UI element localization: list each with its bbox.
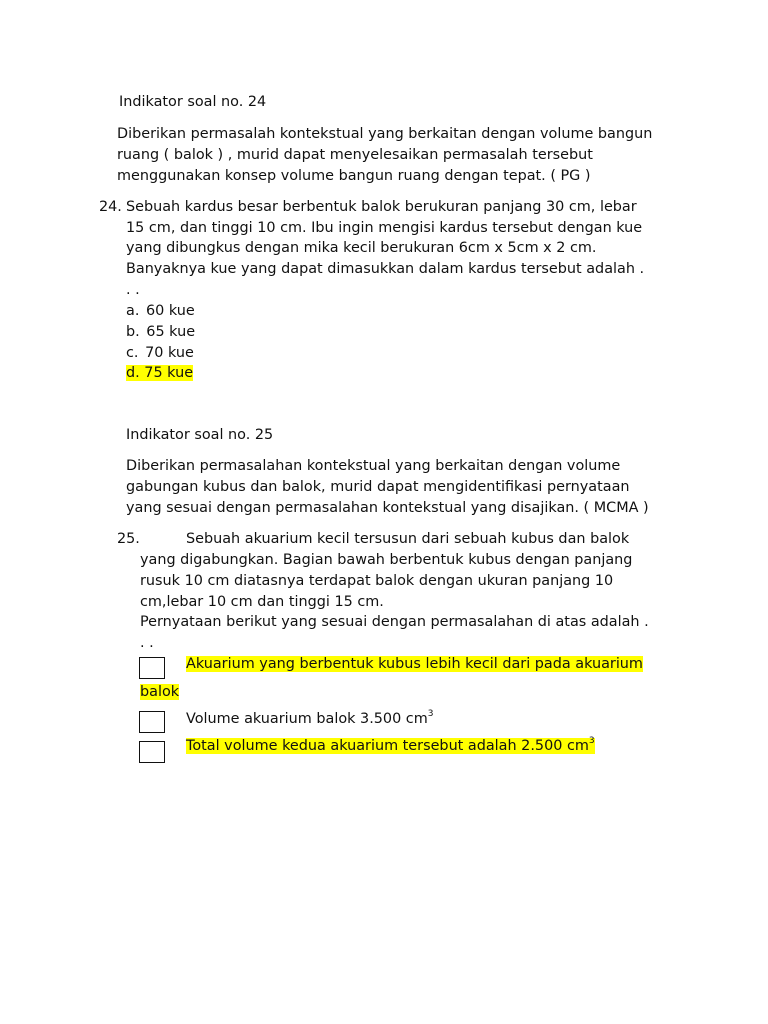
question-25-line: rusuk 10 cm diatasnya terdapat balok dengan ukuran panjang 10 xyxy=(140,573,614,589)
statement-2-text: Volume akuarium balok 3.500 cm xyxy=(186,711,428,727)
statement-1-continuation-text: balok xyxy=(140,684,180,700)
option-d-correct xyxy=(126,364,193,382)
question-24-line: yang dibungkus dengan mika kecil berukuran 6cm x 5cm x 2 cm. xyxy=(126,240,597,256)
indicator-24-line: Diberikan permasalah kontekstual yang berkaitan dengan volume bangun xyxy=(117,126,653,142)
indicator-24-line: menggunakan konsep volume bangun ruang dengan tepat. ( PG ) xyxy=(117,168,591,184)
option-text: 65 kue xyxy=(146,324,196,340)
statement-3-text: Total volume kedua akuarium tersebut adalah 2.500 cm xyxy=(186,738,589,754)
question-25-line: . . xyxy=(140,635,154,651)
indicator-24-title: Indikator soal no. 24 xyxy=(119,94,267,110)
question-24-line: Banyaknya kue yang dapat dimasukkan dalam kardus tersebut adalah . xyxy=(126,261,645,277)
option-b xyxy=(126,323,195,341)
question-25-line: yang digabungkan. Bagian bawah berbentuk kubus dengan panjang xyxy=(140,552,633,568)
statement-1 xyxy=(186,655,643,673)
statement-2 xyxy=(186,710,433,728)
indicator-25-line: yang sesuai dengan permasalahan kontekstual yang disajikan. ( MCMA ) xyxy=(126,500,649,516)
statement-1-checkbox[interactable] xyxy=(139,657,165,679)
question-24-line: . . xyxy=(126,282,140,298)
indicator-24-line: ruang ( balok ) , murid dapat menyelesaikan permasalah tersebut xyxy=(117,147,593,163)
statement-3 xyxy=(186,737,595,755)
option-letter: c. xyxy=(126,345,139,361)
question-24-number: 24. xyxy=(99,199,122,215)
indicator-25-line: gabungan kubus dan balok, murid dapat mengidentifikasi pernyataan xyxy=(126,479,630,495)
indicator-25-line: Diberikan permasalahan kontekstual yang berkaitan dengan volume xyxy=(126,458,621,474)
option-c xyxy=(126,344,194,362)
question-24-line: Sebuah kardus besar berbentuk balok berukuran panjang 30 cm, lebar xyxy=(126,199,637,215)
statement-3-highlight xyxy=(186,738,595,754)
option-text: 70 kue xyxy=(145,345,194,361)
option-a xyxy=(126,302,195,320)
option-letter: a. xyxy=(126,303,140,319)
statement-2-checkbox[interactable] xyxy=(139,711,165,733)
option-letter: b. xyxy=(126,324,140,340)
question-25-first-line: Sebuah akuarium kecil tersusun dari sebuah kubus dan balok xyxy=(186,531,630,547)
superscript: 3 xyxy=(588,736,595,747)
option-text: 60 kue xyxy=(145,303,195,319)
question-25-line: Pernyataan berikut yang sesuai dengan permasalahan di atas adalah . xyxy=(140,614,649,630)
statement-1-continuation xyxy=(140,683,179,701)
statement-3-checkbox[interactable] xyxy=(139,741,165,763)
option-letter: d. xyxy=(126,365,140,381)
superscript: 3 xyxy=(427,709,434,720)
statement-1-text: Akuarium yang berbentuk kubus lebih kecil dari pada akuarium xyxy=(186,656,643,672)
indicator-25-title: Indikator soal no. 25 xyxy=(126,427,274,443)
question-25-line: cm,lebar 10 cm dan tinggi 15 cm. xyxy=(140,594,384,610)
option-text: 75 kue xyxy=(144,365,194,381)
question-25-number: 25. xyxy=(117,531,140,547)
option-highlight xyxy=(126,365,193,381)
question-24-line: 15 cm, dan tinggi 10 cm. Ibu ingin mengisi kardus tersebut dengan kue xyxy=(126,220,643,236)
